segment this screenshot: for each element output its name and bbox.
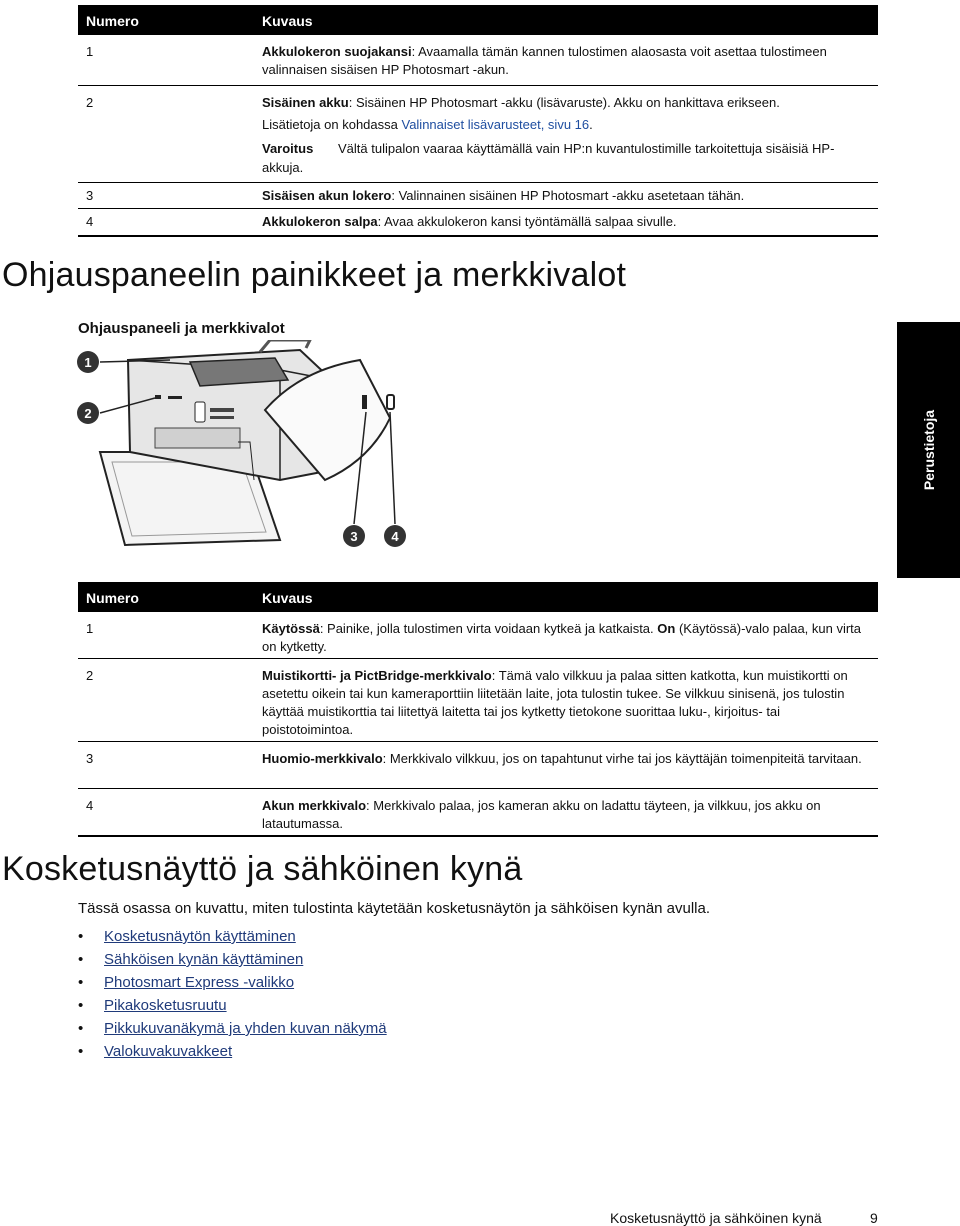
more-info-text: Lisätietoja on kohdassa: [262, 117, 402, 132]
header-description: Kuvaus: [262, 13, 313, 29]
svg-text:4: 4: [391, 529, 399, 544]
warning-label: Varoitus: [262, 141, 314, 156]
table-row: [78, 742, 878, 789]
chapter-side-tab-label: Perustietoja: [920, 409, 937, 491]
row-text: : Avaa akkulokeron kansi työntämällä salpaa sivulle.: [377, 214, 677, 229]
section-intro: Tässä osassa on kuvattu, miten tulostinta käytetään kosketusnäytön ja sähköisen kynän avulla.: [78, 900, 711, 917]
table-row: [78, 612, 878, 659]
row-term: Akkulokeron suojakansi: [262, 44, 412, 59]
svg-text:3: 3: [350, 529, 358, 544]
table-header: [78, 582, 878, 612]
table-row: [78, 35, 878, 86]
section-heading-control-panel: Ohjauspaneelin painikkeet ja merkkivalot: [2, 256, 627, 294]
row-text: : Sisäinen HP Photosmart -akku (lisävaruste). Akku on hankittava erikseen.: [348, 95, 780, 110]
list-item: [78, 974, 387, 997]
row-number: 3: [86, 751, 94, 766]
warning-text-first: Vältä tulipalon vaaraa käyttämällä vain HP:n kuvantulostimille tarkoitettuja sisäisiä HP-: [338, 141, 835, 156]
row-text: : Painike, jolla tulostimen virta voidaan kytkeä ja katkaista.: [319, 621, 658, 636]
table-control-panel: [78, 582, 878, 837]
footer-page-number: 9: [870, 1210, 878, 1226]
table-row: [78, 86, 878, 183]
topic-link-list: [78, 928, 387, 1066]
row-term: Muistikortti- ja PictBridge-merkkivalo: [262, 668, 492, 683]
row-term: Akkulokeron salpa: [262, 214, 378, 229]
row-term: Akun merkkivalo: [262, 798, 367, 813]
link-stylus-usage[interactable]: Sähköisen kynän käyttäminen: [104, 951, 304, 968]
bullet: •: [78, 928, 84, 945]
table-row: [78, 183, 878, 209]
table-row: [78, 209, 878, 237]
callout-1: [77, 351, 99, 373]
footer-section-title: Kosketusnäyttö ja sähköinen kynä: [610, 1210, 822, 1226]
row-text: : Avaamalla tämän kannen tulostimen alaosasta voit asettaa tulostimeen valinnaisen sisäisen HP Photosmart -akun.: [262, 44, 827, 77]
svg-text:1: 1: [84, 355, 92, 370]
more-info-period: .: [589, 117, 593, 132]
header-description: Kuvaus: [262, 590, 313, 606]
list-item: [78, 1043, 387, 1066]
bullet: •: [78, 951, 84, 968]
bullet: •: [78, 997, 84, 1014]
list-item: [78, 928, 387, 951]
table-header: [78, 5, 878, 35]
row-number: 3: [86, 188, 94, 203]
row-description: [262, 209, 872, 231]
printer-control-panel-illustration: [70, 340, 430, 550]
row-number: 2: [86, 668, 94, 683]
callout-2: [77, 402, 99, 424]
row-text: : Merkkivalo palaa, jos kameran akku on ladattu täyteen, ja vilkkuu, jos akku on latautumassa.: [262, 798, 821, 831]
row-description: [262, 86, 872, 177]
row-text: : Valinnainen sisäinen HP Photosmart -akku asetetaan tähän.: [391, 188, 745, 203]
figure-caption: Ohjauspaneeli ja merkkivalot: [78, 320, 285, 337]
row-number: 1: [86, 44, 94, 59]
svg-text:2: 2: [84, 406, 92, 421]
header-number: Numero: [86, 590, 139, 606]
row-description: [262, 612, 872, 656]
row-text: : Tämä valo vilkkuu ja palaa sitten katkotta, kun muistikortti on asetettu oikein tai kun kameraporttiin liitetään laite, jota tulostin tukee. Se vilkkuu sinisenä, jos tulostin käyttää muistikorttia tai liitettyä laitetta tai jos kytketty tietokone suorittaa luku-, kirjoitus- tai poistotoimintoa.: [262, 668, 848, 737]
row-text-on: (Käytössä)-valo palaa, kun virta on kytketty.: [262, 621, 862, 654]
chapter-side-tab: [897, 322, 960, 578]
link-touchscreen-usage[interactable]: Kosketusnäytön käyttäminen: [104, 928, 296, 945]
row-term: Käytössä: [262, 621, 320, 636]
row-description: [262, 742, 872, 768]
bullet: •: [78, 974, 84, 991]
table-row: [78, 659, 878, 742]
list-item: [78, 997, 387, 1020]
row-text: : Merkkivalo vilkkuu, jos on tapahtunut virhe tai jos käyttäjän toimenpiteitä tarvitaan.: [382, 751, 862, 766]
link-thumbnail-and-single-view[interactable]: Pikkukuvanäkymä ja yhden kuvan näkymä: [104, 1020, 387, 1037]
row-term: Sisäisen akun lokero: [262, 188, 392, 203]
row-number: 4: [86, 798, 94, 813]
callout-3: [343, 525, 365, 547]
callout-4: [384, 525, 406, 547]
row-description: [262, 183, 872, 205]
bullet: •: [78, 1043, 84, 1060]
row-description: [262, 659, 872, 739]
optional-accessories-link[interactable]: Valinnaiset lisävarusteet, sivu 16: [401, 117, 590, 132]
section-heading-touchscreen: Kosketusnäyttö ja sähköinen kynä: [2, 850, 523, 888]
link-photosmart-express-menu[interactable]: Photosmart Express -valikko: [104, 974, 295, 991]
bullet: •: [78, 1020, 84, 1037]
warning-text-cont: akkuja.: [262, 160, 304, 175]
row-number: 2: [86, 95, 94, 110]
row-term: Sisäinen akku: [262, 95, 349, 110]
list-item: [78, 1020, 387, 1043]
list-item: [78, 951, 387, 974]
row-number: 4: [86, 214, 94, 229]
row-description: [262, 789, 872, 833]
link-photo-icons[interactable]: Valokuvakuvakkeet: [104, 1043, 233, 1060]
table-battery: [78, 5, 878, 237]
row-description: [262, 35, 872, 79]
row-number: 1: [86, 621, 94, 636]
header-number: Numero: [86, 13, 139, 29]
row-term-on: On: [657, 621, 676, 636]
warning-note: [262, 140, 872, 177]
table-row: [78, 789, 878, 837]
link-quick-touch-frame[interactable]: Pikakosketusruutu: [104, 997, 227, 1014]
row-term: Huomio-merkkivalo: [262, 751, 383, 766]
